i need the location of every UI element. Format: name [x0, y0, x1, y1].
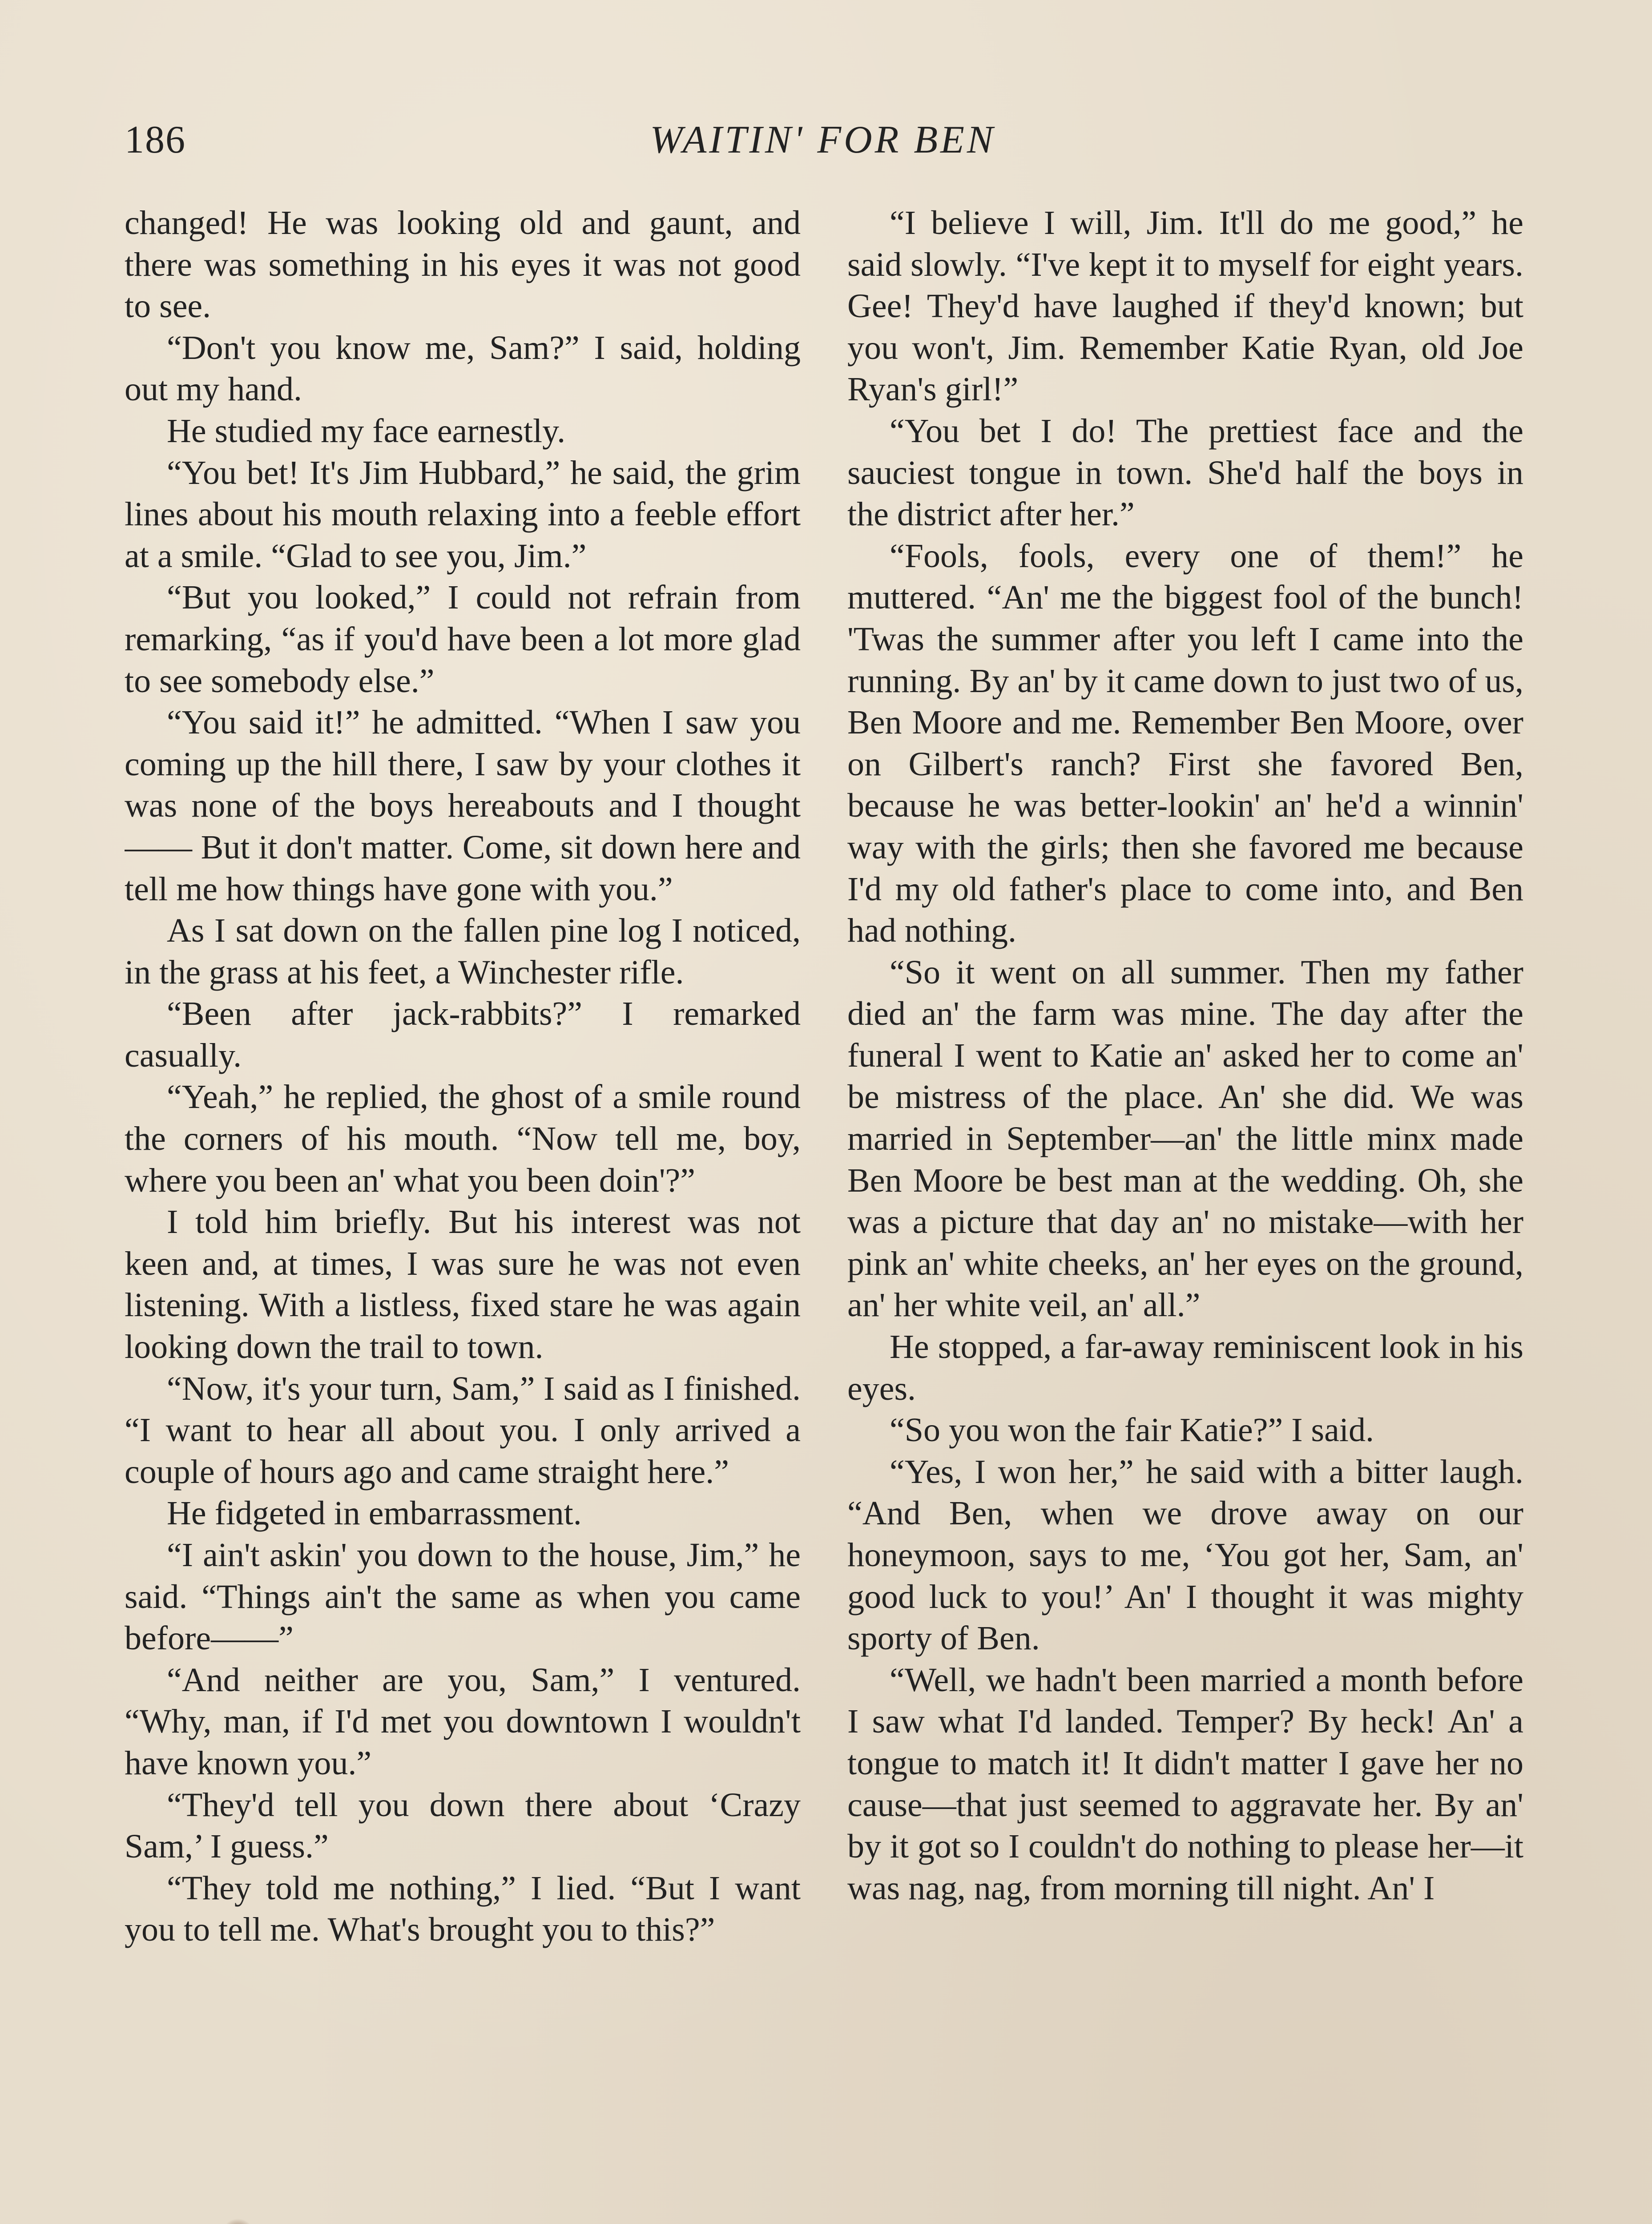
- paragraph: “Well, we hadn't been married a month before I saw what I'd landed. Temper? By heck! An' a tongue to match it! It didn't matter I gave her no cause—that just seemed to aggravate her. By an' by it got so I couldn't do nothing to please her—it was nag, nag, from morning till night. An' I: [847, 1661, 1523, 1907]
- paragraph: “They told me nothing,” I lied. “But I want you to tell me. What's brought you to this?”: [125, 1869, 801, 1949]
- paragraph: “I believe I will, Jim. It'll do me good,” he said slowly. “I've kept it to myself for eight years. Gee! They'd have laughed if they'd known; but you won't, Jim. Remember Katie Ryan, old Joe Ryan's girl!”: [847, 204, 1523, 408]
- page-header: [125, 113, 1521, 167]
- running-title: WAITIN' FOR BEN: [650, 118, 996, 161]
- paragraph: “They'd tell you down there about ‘Crazy Sam,’ I guess.”: [125, 1786, 801, 1865]
- paragraph: “Fools, fools, every one of them!” he muttered. “An' me the biggest fool of the bunch! 'Twas the summer after you left I came into the running. By an' by it came down to just two of us, Ben Moore and me. Remember Ben Moore, over on Gilbert's ranch? First she favored Ben, because he was better-lookin' an' he'd a winnin' way with the girls; then she favored me because I'd my old father's place to come into, and Ben had nothing.: [847, 537, 1523, 950]
- paragraph: He fidgeted in embarrassment.: [167, 1495, 582, 1532]
- paragraph: As I sat down on the fallen pine log I noticed, in the grass at his feet, a Winchester rifle.: [125, 912, 801, 991]
- paragraph: “So you won the fair Katie?” I said.: [890, 1411, 1374, 1449]
- paragraph: I told him briefly. But his interest was not keen and, at times, I was sure he was not even listening. With a listless, fixed stare he was again looking down the trail to town.: [125, 1203, 801, 1366]
- paragraph: “Yeah,” he replied, the ghost of a smile round the corners of his mouth. “Now tell me, boy, where you been an' what you been doin'?”: [125, 1078, 801, 1199]
- paragraph: He stopped, a far-away reminiscent look in his eyes.: [847, 1328, 1523, 1407]
- paragraph: “You said it!” he admitted. “When I saw you coming up the hill there, I saw by your clothes it was none of the boys hereabouts and I thought—— But it don't matter. Come, sit down here and tell me how things have gone with you.”: [125, 704, 801, 908]
- paragraph: “You bet! It's Jim Hubbard,” he said, the grim lines about his mouth relaxing into a feeble effort at a smile. “Glad to see you, Jim.”: [125, 454, 801, 575]
- paragraph: “Been after jack-rabbits?” I remarked casually.: [125, 995, 801, 1074]
- paragraph: “Don't you know me, Sam?” I said, holding out my hand.: [125, 329, 801, 408]
- paragraph: “Yes, I won her,” he said with a bitter laugh. “And Ben, when we drove away on our honeymoon, says to me, ‘You got her, Sam, an' good luck to you!’ An' I thought it was mighty sporty of Ben.: [847, 1453, 1523, 1657]
- paragraph: “But you looked,” I could not refrain from remarking, “as if you'd have been a lot more glad to see somebody else.”: [125, 579, 801, 700]
- paragraph: He studied my face earnestly.: [167, 412, 566, 450]
- paragraph: “So it went on all summer. Then my father died an' the farm was mine. The day after the funeral I went to Katie an' asked her to come an' be mistress of the place. An' she did. We was married in September—an' the little minx made Ben Moore be best man at the wedding. Oh, she was a picture that day an' no mistake—with her pink an' white cheeks, an' her eyes on the ground, an' her white veil, an' all.”: [847, 953, 1523, 1324]
- page-number: 186: [125, 118, 186, 161]
- right-column: [847, 202, 1523, 2224]
- paragraph: changed! He was looking old and gaunt, and there was something in his eyes it was not good to see.: [125, 204, 801, 325]
- left-column: [125, 202, 801, 2224]
- paragraph: “And neither are you, Sam,” I ventured. “Why, man, if I'd met you downtown I wouldn't have known you.”: [125, 1661, 801, 1782]
- paragraph: “I ain't askin' you down to the house, Jim,” he said. “Things ain't the same as when you came before——”: [125, 1536, 801, 1657]
- paragraph: “Now, it's your turn, Sam,” I said as I finished. “I want to hear all about you. I only arrived a couple of hours ago and came straight here.”: [125, 1370, 801, 1491]
- paragraph: “You bet I do! The prettiest face and the sauciest tongue in town. She'd half the boys in the district after her.”: [847, 412, 1523, 533]
